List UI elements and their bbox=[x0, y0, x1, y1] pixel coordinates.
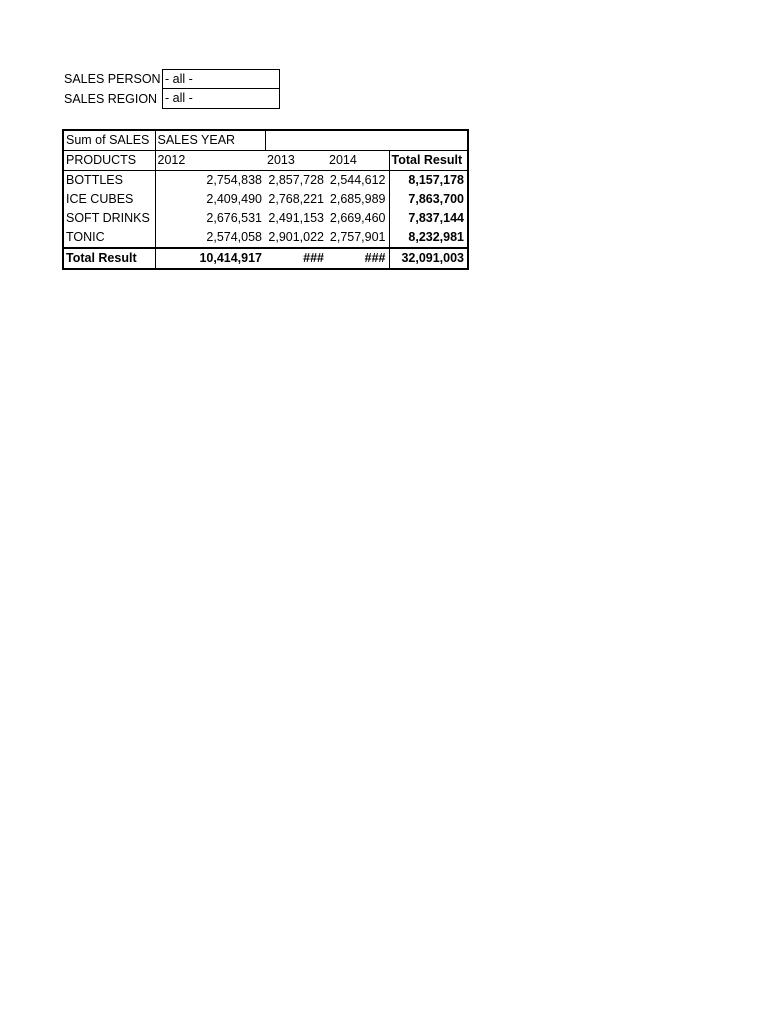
table-row bbox=[63, 190, 468, 209]
product-label: BOTTLES bbox=[63, 171, 155, 191]
sales-value: 2,491,153 bbox=[268, 211, 324, 225]
product-label: TONIC bbox=[63, 228, 155, 248]
filter-dropdown-sales-region[interactable]: - all - bbox=[162, 89, 280, 109]
sales-value: 2,544,612 bbox=[329, 173, 386, 187]
grand-total-value: ### bbox=[265, 248, 327, 269]
grand-total-value: 10,414,917 bbox=[155, 248, 265, 269]
pivot-header-row-1 bbox=[63, 130, 468, 151]
grand-total-label: Total Result bbox=[63, 248, 155, 269]
row-total: 8,232,981 bbox=[389, 228, 468, 248]
sales-value: 2,901,022 bbox=[268, 230, 324, 244]
pivot-corner-label: Sum of SALES bbox=[63, 130, 155, 151]
sales-value: 2,409,490 bbox=[206, 192, 262, 206]
grand-total-value: ### bbox=[327, 248, 389, 269]
filter-dropdown-sales-person[interactable]: - all - bbox=[162, 69, 280, 89]
table-row bbox=[63, 209, 468, 228]
product-label: SOFT DRINKS bbox=[63, 209, 155, 228]
table-row bbox=[63, 228, 468, 248]
pivot-header-empty bbox=[265, 130, 468, 151]
sales-value: 2,669,460 bbox=[329, 211, 386, 225]
pivot-column-field-button[interactable]: SALES YEAR bbox=[155, 130, 265, 151]
sales-value: 2,768,221 bbox=[268, 192, 324, 206]
year-header-2014: 2014 bbox=[327, 151, 389, 171]
row-total: 7,863,700 bbox=[389, 190, 468, 209]
sales-value: 2,685,989 bbox=[329, 192, 386, 206]
year-header-2013: 2013 bbox=[265, 151, 327, 171]
pivot-header-row-2 bbox=[63, 151, 468, 171]
pivot-table bbox=[62, 129, 469, 270]
filter-row-sales-region bbox=[62, 89, 280, 109]
year-header-2012: 2012 bbox=[155, 151, 265, 171]
filter-label-sales-region: SALES REGION bbox=[64, 92, 158, 106]
sales-value: 2,574,058 bbox=[206, 230, 262, 244]
table-row bbox=[63, 171, 468, 191]
product-label: ICE CUBES bbox=[63, 190, 155, 209]
filter-row-sales-person bbox=[62, 69, 280, 89]
sales-value: 2,754,838 bbox=[206, 173, 262, 187]
grand-total-row bbox=[63, 248, 468, 269]
filter-label-sales-person: SALES PERSON bbox=[64, 72, 161, 86]
total-result-header: Total Result bbox=[389, 151, 468, 171]
sales-value: 2,757,901 bbox=[329, 230, 386, 244]
sales-value: 2,676,531 bbox=[206, 211, 262, 225]
row-total: 7,837,144 bbox=[389, 209, 468, 228]
filter-area bbox=[62, 69, 280, 109]
row-total: 8,157,178 bbox=[389, 171, 468, 191]
grand-total: 32,091,003 bbox=[389, 248, 468, 269]
sales-value: 2,857,728 bbox=[268, 173, 324, 187]
pivot-row-field-button[interactable]: PRODUCTS bbox=[63, 151, 155, 171]
